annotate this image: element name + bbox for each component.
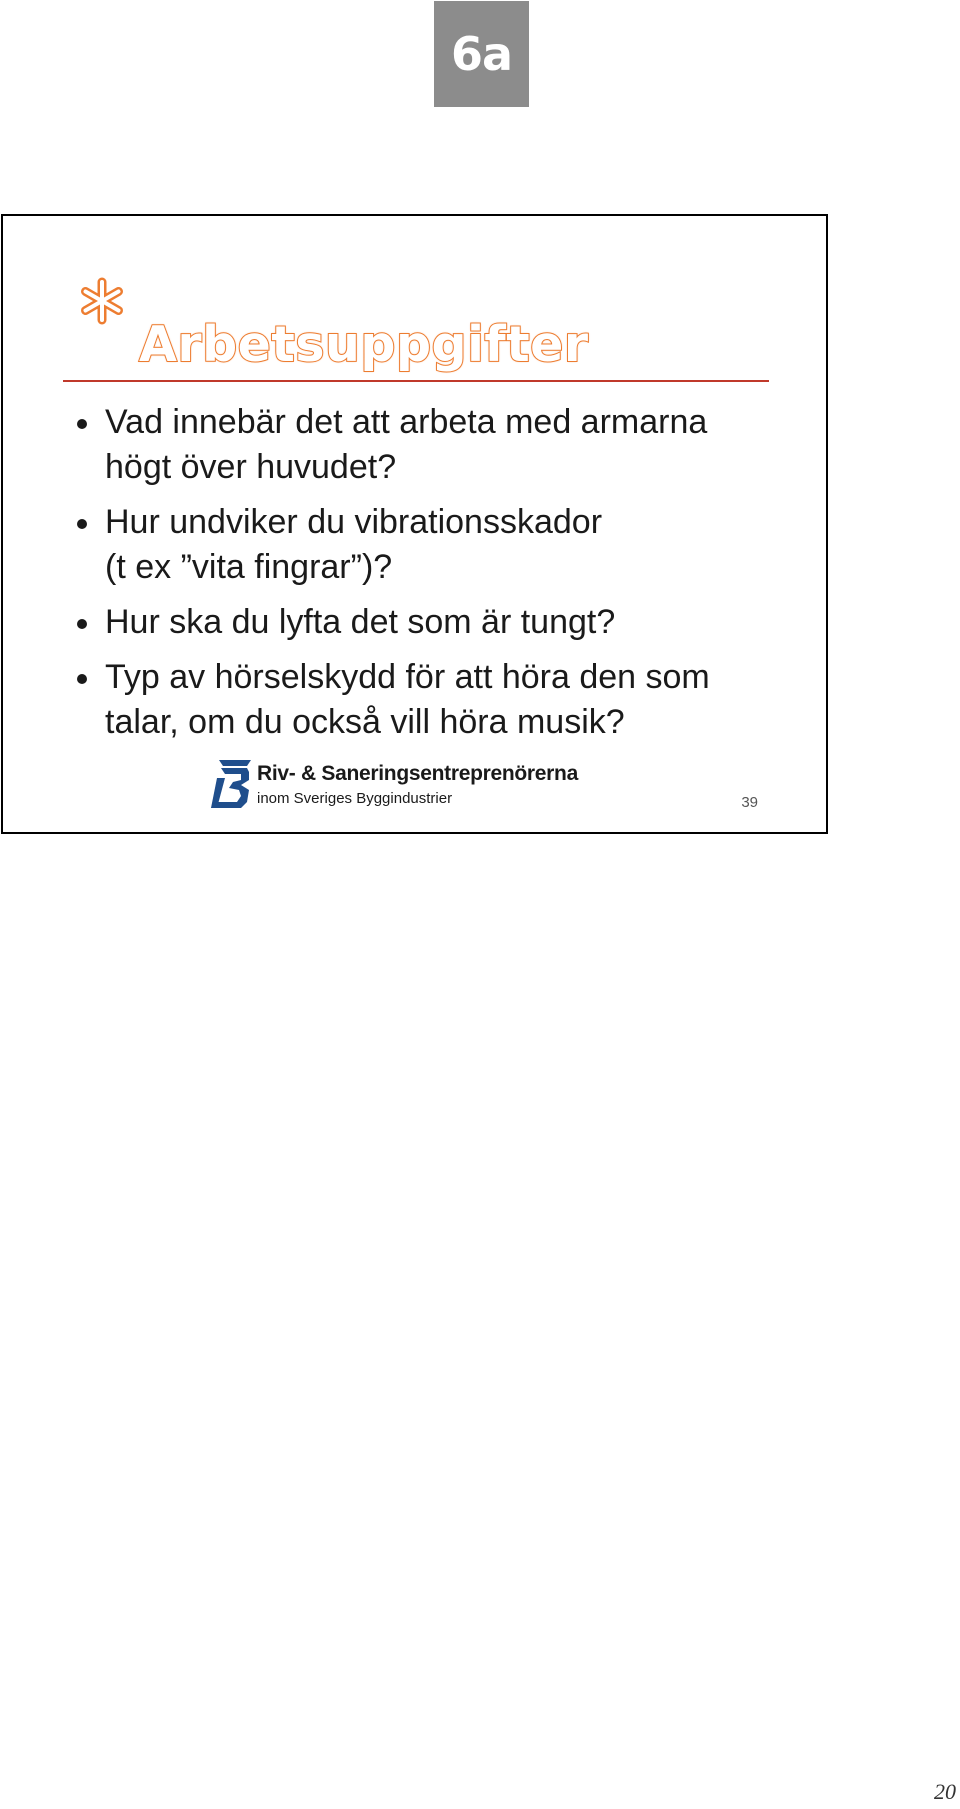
list-item <box>63 600 803 645</box>
list-item <box>63 655 803 745</box>
organization-logo <box>211 760 611 812</box>
list-item <box>63 400 803 490</box>
bullet-icon <box>77 619 87 629</box>
page-tag: 6a <box>434 1 529 107</box>
bullet-text: Vad innebär det att arbeta med armarna <box>105 403 708 441</box>
logo-subtitle: inom Sveriges Byggindustrier <box>257 790 453 807</box>
bullet-text: högt över huvudet? <box>105 448 397 486</box>
slide-number: 39 <box>741 794 758 811</box>
bullet-text: Typ av hörselskydd för att höra den som <box>105 658 710 696</box>
bullet-icon <box>77 519 87 529</box>
bullet-icon <box>77 674 87 684</box>
slide-title-row <box>77 276 677 386</box>
rs-logo-icon <box>211 760 251 810</box>
bullet-list <box>63 400 803 755</box>
asterisk-icon <box>77 276 127 326</box>
slide <box>1 214 828 834</box>
logo-name: Riv- & Saneringsentreprenörerna <box>257 762 578 785</box>
bullet-icon <box>77 419 87 429</box>
bullet-text: Hur ska du lyfta det som är tungt? <box>105 603 616 641</box>
page-number: 20 <box>934 1779 956 1804</box>
title-divider <box>63 380 769 382</box>
list-item <box>63 500 803 590</box>
bullet-text: (t ex ”vita fingrar”)? <box>105 548 393 586</box>
bullet-text: talar, om du också vill höra musik? <box>105 703 625 741</box>
slide-title: Arbetsuppgifter <box>139 316 589 373</box>
bullet-text: Hur undviker du vibrationsskador <box>105 503 603 541</box>
